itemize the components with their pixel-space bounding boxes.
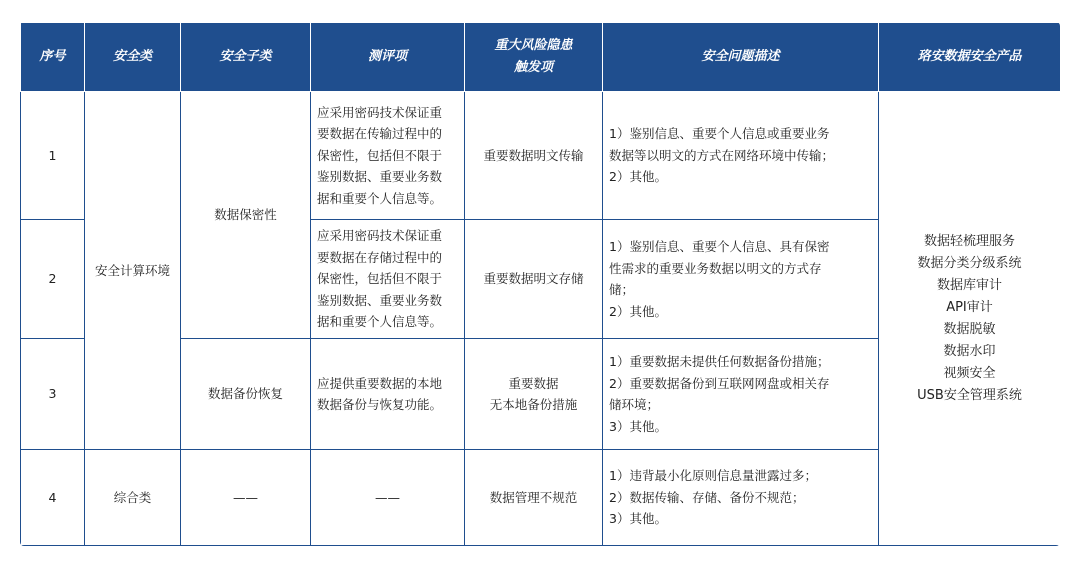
subcategory-cell: 数据保密性 [181, 92, 311, 339]
text-line: 数据管理不规范 [489, 489, 578, 505]
product-item: 数据脱敏 [943, 321, 996, 337]
problem-description-cell [603, 92, 879, 220]
row-number: 4 [21, 450, 85, 546]
products-cell [879, 92, 1061, 546]
text-line: 鉴别数据、重要业务数 [317, 169, 443, 185]
assessment-item-cell [311, 339, 465, 450]
row-number: 2 [21, 220, 85, 339]
text-line: 数据等以明文的方式在网络环境中传输； [609, 147, 835, 163]
product-item: 数据分类分级系统 [917, 255, 1022, 271]
risk-trigger-cell [465, 220, 603, 339]
text-line: 1）重要数据未提供任何数据备份措施； [609, 354, 830, 369]
risk-trigger-cell [465, 92, 603, 220]
product-item: 数据水印 [943, 343, 996, 359]
header-subcategory: 安全子类 [181, 23, 311, 92]
text-line: 应采用密码技术保证重 [317, 104, 443, 120]
text-line: 性需求的重要业务数据以明文的方式存 [609, 260, 822, 276]
product-item: USB安全管理系统 [917, 387, 1022, 403]
header-products: 珞安数据安全产品 [879, 23, 1061, 92]
text-line: 要数据在传输过程中的 [317, 126, 443, 142]
row-number: 3 [21, 339, 85, 450]
risk-trigger-cell [465, 450, 603, 546]
problem-description-cell [603, 450, 879, 546]
assessment-item-cell [311, 220, 465, 339]
product-item: 数据轻梳理服务 [923, 233, 1015, 249]
problem-description-cell [603, 220, 879, 339]
text-line: 3）其他。 [609, 418, 667, 434]
problem-description-cell [603, 339, 879, 450]
text-line: 1）鉴别信息、重要个人信息、具有保密 [609, 239, 830, 254]
security-assessment-table-frame [20, 22, 1060, 546]
header-row [21, 23, 1061, 92]
product-item: API审计 [946, 299, 993, 315]
risk-trigger-cell [465, 339, 603, 450]
text-line: 2）数据传输、存储、备份不规范； [609, 489, 805, 505]
text-line: 应提供重要数据的本地 [317, 375, 443, 391]
row-number: 1 [21, 92, 85, 220]
text-line: 保密性，包括但不限于 [317, 271, 443, 287]
header-risk-trigger-line-2: 触发项 [513, 60, 553, 75]
text-line: 2）其他。 [609, 303, 667, 319]
text-line: 1）鉴别信息、重要个人信息或重要业务 [609, 126, 830, 142]
assessment-item-cell: —— [311, 450, 465, 546]
table-row [21, 92, 1061, 220]
text-line: 重要数据 [508, 375, 559, 391]
product-item: 数据库审计 [936, 277, 1002, 293]
text-line: 保密性，包括但不限于 [317, 147, 443, 163]
security-assessment-table [20, 22, 1060, 546]
header-assessment-item: 测评项 [311, 23, 465, 92]
text-line: 无本地备份措施 [489, 397, 578, 412]
text-line: 应采用密码技术保证重 [317, 228, 443, 244]
text-line: 储环境； [609, 397, 660, 412]
assessment-item-cell [311, 92, 465, 220]
category-cell: 综合类 [85, 450, 181, 546]
header-category: 安全类 [85, 23, 181, 92]
text-line: 重要数据明文存储 [483, 271, 584, 287]
text-line: 2）其他。 [609, 169, 667, 185]
text-line: 据和重要个人信息等。 [317, 190, 443, 206]
text-line: 数据备份与恢复功能。 [317, 397, 443, 412]
product-item: 视频安全 [943, 365, 996, 381]
text-line: 鉴别数据、重要业务数 [317, 292, 443, 308]
text-line: 1）违背最小化原则信息量泄露过多； [609, 468, 817, 484]
header-risk-trigger [465, 23, 603, 92]
subcategory-cell: 数据备份恢复 [181, 339, 311, 450]
text-line: 3）其他。 [609, 511, 667, 527]
text-line: 要数据在存储过程中的 [317, 249, 443, 265]
subcategory-cell: —— [181, 450, 311, 546]
header-number: 序号 [21, 23, 85, 92]
category-cell: 安全计算环境 [85, 92, 181, 450]
text-line: 储； [609, 282, 635, 297]
text-line: 2）重要数据备份到互联网网盘或相关存 [609, 375, 830, 391]
header-risk-trigger-line-1: 重大风险隐患 [494, 38, 573, 53]
text-line: 据和重要个人信息等。 [317, 314, 443, 330]
text-line: 重要数据明文传输 [483, 147, 584, 163]
header-problem-description: 安全问题描述 [603, 23, 879, 92]
